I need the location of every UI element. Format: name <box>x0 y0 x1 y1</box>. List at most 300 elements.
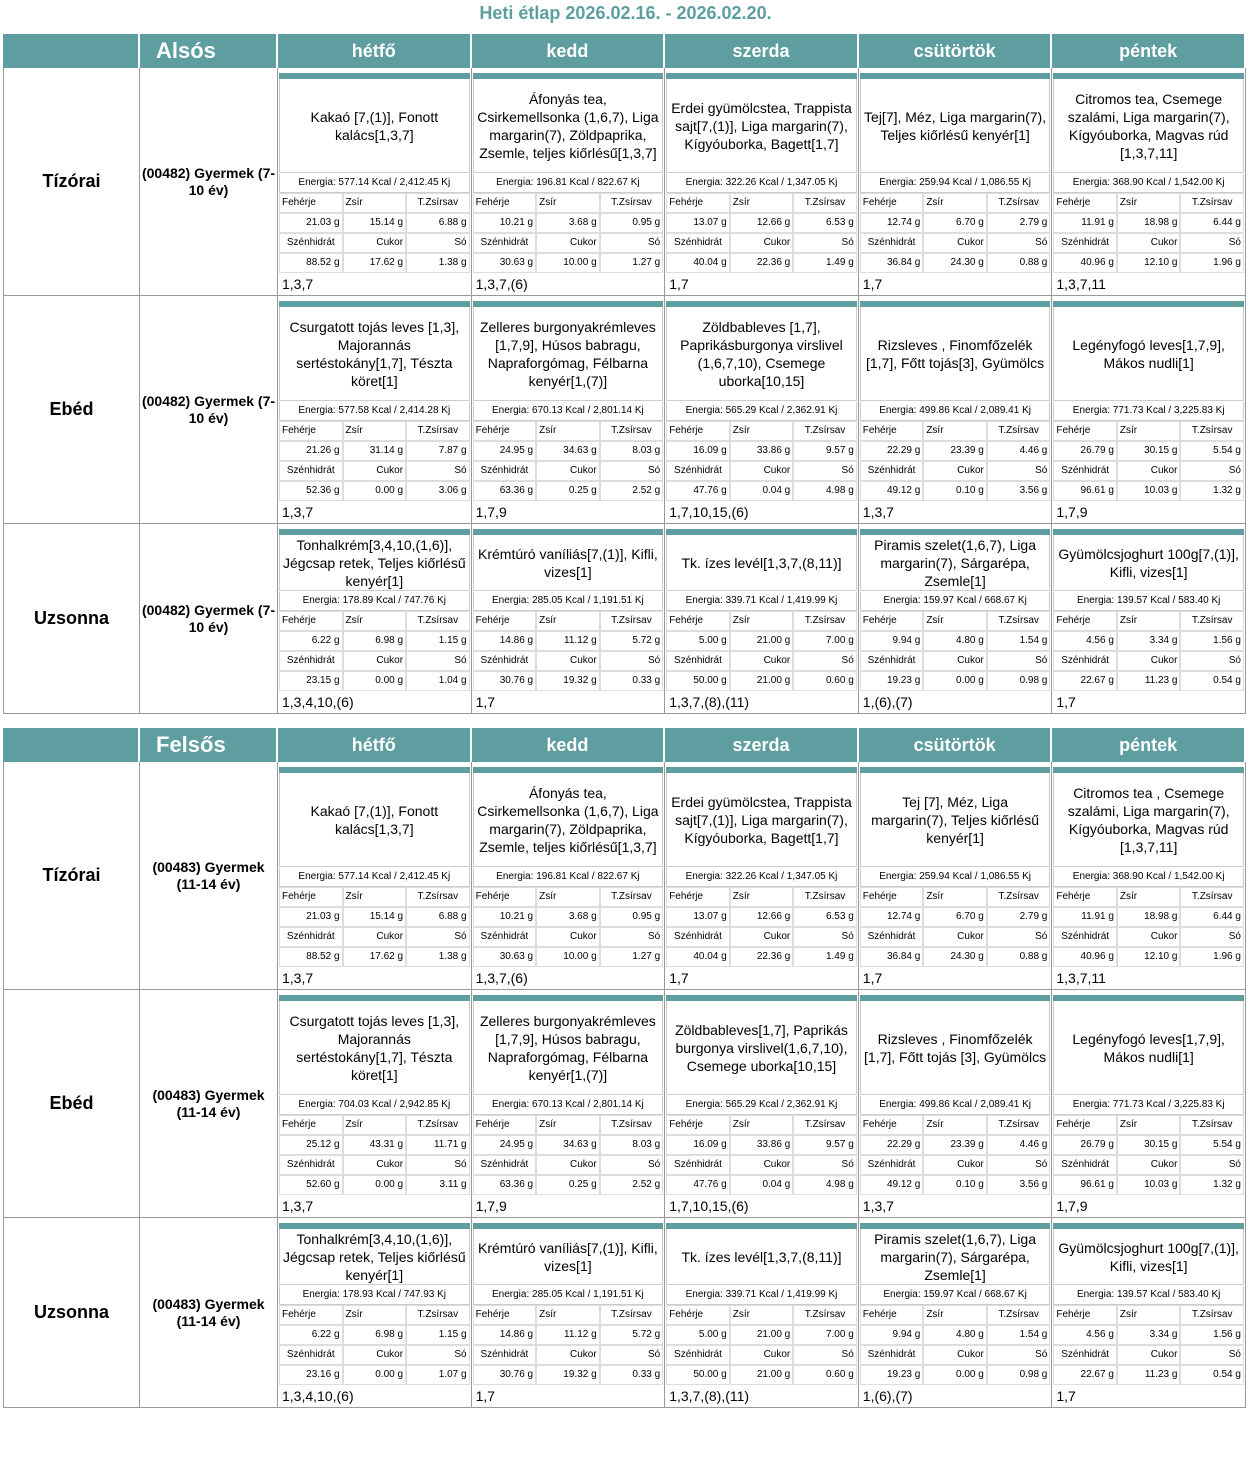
value-salt: 0.60 g <box>793 671 857 691</box>
energy-value: Energia: 259.94 Kcal / 1,086.55 Kj <box>860 174 1051 193</box>
value-sugar: 17.62 g <box>343 947 407 967</box>
value-protein: 6.22 g <box>279 1325 343 1345</box>
value-sat-fat: 2.79 g <box>987 213 1051 233</box>
value-carb: 23.15 g <box>279 671 343 691</box>
label-salt: Só <box>1180 461 1244 481</box>
value-sugar: 22.36 g <box>730 947 794 967</box>
label-sat-fat: T.Zsírsav <box>987 611 1051 631</box>
label-protein: Fehérje <box>860 1305 924 1325</box>
food-description: Rizsleves , Finomfőzelék [1,7], Főtt tojás[3], Gyümölcs <box>860 307 1051 401</box>
allergen-codes: 1,3,7,11 <box>1056 276 1106 292</box>
label-fat: Zsír <box>1117 1115 1181 1135</box>
label-carb: Szénhidrát <box>279 461 343 481</box>
header-spacer <box>3 728 140 762</box>
label-sat-fat: T.Zsírsav <box>406 1115 470 1135</box>
label-protein: Fehérje <box>473 887 537 907</box>
value-fat: 43.31 g <box>343 1135 407 1155</box>
label-protein: Fehérje <box>279 1115 343 1135</box>
label-salt: Só <box>600 927 664 947</box>
energy-value: Energia: 196.81 Kcal / 822.67 Kj <box>473 174 664 193</box>
label-sugar: Cukor <box>536 233 600 253</box>
day-header-0: hétfő <box>278 34 472 68</box>
value-carb: 22.67 g <box>1053 1365 1117 1385</box>
value-protein: 21.26 g <box>279 441 343 461</box>
label-carb: Szénhidrát <box>279 1155 343 1175</box>
label-carb: Szénhidrát <box>473 233 537 253</box>
value-carb: 88.52 g <box>279 947 343 967</box>
value-sugar: 0.00 g <box>343 671 407 691</box>
value-fat: 11.12 g <box>536 1325 600 1345</box>
meal-row <box>3 296 1246 524</box>
header-spacer <box>3 34 140 68</box>
value-fat: 23.39 g <box>923 441 987 461</box>
energy-value: Energia: 499.86 Kcal / 2,089.41 Kj <box>860 402 1051 421</box>
value-fat: 6.70 g <box>923 907 987 927</box>
page-title: Heti étlap 2026.02.16. - 2026.02.20. <box>479 3 772 23</box>
label-salt: Só <box>600 1155 664 1175</box>
nutrition-table <box>279 1115 470 1195</box>
value-sugar: 24.30 g <box>923 253 987 273</box>
label-sat-fat: T.Zsírsav <box>793 421 857 441</box>
value-fat: 6.98 g <box>343 631 407 651</box>
value-sat-fat: 6.44 g <box>1180 213 1244 233</box>
label-sugar: Cukor <box>536 651 600 671</box>
value-carb: 40.96 g <box>1053 253 1117 273</box>
day-header-1: kedd <box>472 34 666 68</box>
energy-value: Energia: 322.26 Kcal / 1,347.05 Kj <box>666 868 857 887</box>
energy-value: Energia: 339.71 Kcal / 1,419.99 Kj <box>666 592 857 611</box>
label-fat: Zsír <box>1117 421 1181 441</box>
label-salt: Só <box>987 1345 1051 1365</box>
energy-value: Energia: 577.14 Kcal / 2,412.45 Kj <box>279 868 470 887</box>
label-sat-fat: T.Zsírsav <box>406 887 470 907</box>
value-protein: 5.00 g <box>666 631 730 651</box>
value-sat-fat: 6.53 g <box>793 907 857 927</box>
value-protein: 21.03 g <box>279 907 343 927</box>
label-fat: Zsír <box>1117 1305 1181 1325</box>
day-cell <box>665 762 859 989</box>
energy-value: Energia: 159.97 Kcal / 668.67 Kj <box>860 1286 1051 1305</box>
value-sugar: 0.10 g <box>923 481 987 501</box>
value-sat-fat: 4.46 g <box>987 1135 1051 1155</box>
allergen-codes: 1,3,7 <box>862 1198 894 1214</box>
nutrition-table <box>666 611 857 691</box>
label-salt: Só <box>793 927 857 947</box>
food-description: Legényfogó leves[1,7,9], Mákos nudli[1] <box>1053 1001 1244 1095</box>
value-sugar: 19.32 g <box>536 671 600 691</box>
day-cell <box>859 990 1053 1217</box>
day-cell <box>472 296 666 523</box>
age-group: (00483) Gyermek (11-14 év) <box>140 762 278 989</box>
label-sugar: Cukor <box>923 651 987 671</box>
value-protein: 11.91 g <box>1053 907 1117 927</box>
day-header-3: csütörtök <box>859 728 1053 762</box>
value-sat-fat: 11.71 g <box>406 1135 470 1155</box>
label-carb: Szénhidrát <box>1053 927 1117 947</box>
allergen-codes: 1,3,7 <box>282 1198 314 1214</box>
meal-name: Uzsonna <box>3 1218 140 1407</box>
nutrition-table <box>1053 887 1244 967</box>
value-salt: 1.27 g <box>600 947 664 967</box>
value-sat-fat: 6.53 g <box>793 213 857 233</box>
label-sat-fat: T.Zsírsav <box>793 1115 857 1135</box>
label-salt: Só <box>406 1155 470 1175</box>
allergen-codes: 1,7 <box>475 694 496 710</box>
label-carb: Szénhidrát <box>279 927 343 947</box>
allergen-codes: 1,(6),(7) <box>862 1388 913 1404</box>
energy-value: Energia: 499.86 Kcal / 2,089.41 Kj <box>860 1096 1051 1115</box>
value-sugar: 0.25 g <box>536 481 600 501</box>
energy-value: Energia: 259.94 Kcal / 1,086.55 Kj <box>860 868 1051 887</box>
day-cell <box>665 524 859 713</box>
label-carb: Szénhidrát <box>860 461 924 481</box>
value-salt: 1.27 g <box>600 253 664 273</box>
nutrition-table <box>1053 193 1244 273</box>
value-protein: 6.22 g <box>279 631 343 651</box>
label-sugar: Cukor <box>536 461 600 481</box>
label-salt: Só <box>1180 233 1244 253</box>
value-fat: 15.14 g <box>343 907 407 927</box>
energy-value: Energia: 159.97 Kcal / 668.67 Kj <box>860 592 1051 611</box>
value-protein: 16.09 g <box>666 1135 730 1155</box>
value-sat-fat: 4.46 g <box>987 441 1051 461</box>
label-salt: Só <box>987 233 1051 253</box>
label-sat-fat: T.Zsírsav <box>1180 193 1244 213</box>
value-fat: 33.86 g <box>730 441 794 461</box>
value-carb: 63.36 g <box>473 481 537 501</box>
value-carb: 40.96 g <box>1053 947 1117 967</box>
label-protein: Fehérje <box>279 611 343 631</box>
value-sat-fat: 5.72 g <box>600 1325 664 1345</box>
label-sugar: Cukor <box>730 461 794 481</box>
value-sugar: 10.03 g <box>1117 481 1181 501</box>
nutrition-table <box>1053 611 1244 691</box>
day-cell <box>472 990 666 1217</box>
allergen-codes: 1,7 <box>862 276 883 292</box>
label-sugar: Cukor <box>730 927 794 947</box>
value-sugar: 21.00 g <box>730 1365 794 1385</box>
day-cell <box>278 762 472 989</box>
label-protein: Fehérje <box>666 421 730 441</box>
day-cell <box>278 1218 472 1407</box>
allergen-codes: 1,3,7 <box>282 970 314 986</box>
day-cell <box>278 68 472 295</box>
food-description: Zöldbableves[1,7], Paprikás burgonya virslivel(1,6,7,10), Csemege uborka[10,15] <box>666 1001 857 1095</box>
value-fat: 21.00 g <box>730 631 794 651</box>
value-salt: 0.54 g <box>1180 671 1244 691</box>
label-carb: Szénhidrát <box>279 651 343 671</box>
meal-row <box>3 68 1246 296</box>
food-description: Kakaó [7,(1)], Fonott kalács[1,3,7] <box>279 79 470 173</box>
label-fat: Zsír <box>923 421 987 441</box>
food-description: Legényfogó leves[1,7,9], Mákos nudli[1] <box>1053 307 1244 401</box>
label-sat-fat: T.Zsírsav <box>600 193 664 213</box>
value-carb: 19.23 g <box>860 1365 924 1385</box>
value-fat: 34.63 g <box>536 441 600 461</box>
label-carb: Szénhidrát <box>473 1155 537 1175</box>
value-salt: 0.98 g <box>987 1365 1051 1385</box>
day-cell <box>665 296 859 523</box>
label-fat: Zsír <box>536 421 600 441</box>
label-fat: Zsír <box>343 421 407 441</box>
label-salt: Só <box>406 461 470 481</box>
label-salt: Só <box>793 651 857 671</box>
label-protein: Fehérje <box>279 421 343 441</box>
nutrition-table <box>473 421 664 501</box>
value-carb: 40.04 g <box>666 947 730 967</box>
allergen-codes: 1,7,9 <box>1056 1198 1088 1214</box>
value-salt: 1.49 g <box>793 253 857 273</box>
energy-value: Energia: 196.81 Kcal / 822.67 Kj <box>473 868 664 887</box>
label-sugar: Cukor <box>923 461 987 481</box>
value-protein: 9.94 g <box>860 1325 924 1345</box>
label-carb: Szénhidrát <box>666 1345 730 1365</box>
value-carb: 40.04 g <box>666 253 730 273</box>
value-sugar: 0.00 g <box>343 1365 407 1385</box>
label-sugar: Cukor <box>923 233 987 253</box>
value-fat: 12.66 g <box>730 907 794 927</box>
value-sugar: 0.04 g <box>730 481 794 501</box>
food-description: Piramis szelet(1,6,7), Liga margarin(7), Sárgarépa, Zsemle[1] <box>860 535 1051 591</box>
value-protein: 9.94 g <box>860 631 924 651</box>
value-sat-fat: 7.87 g <box>406 441 470 461</box>
label-salt: Só <box>793 233 857 253</box>
label-carb: Szénhidrát <box>1053 1345 1117 1365</box>
value-carb: 49.12 g <box>860 1175 924 1195</box>
value-protein: 21.03 g <box>279 213 343 233</box>
label-sat-fat: T.Zsírsav <box>1180 421 1244 441</box>
value-sugar: 12.10 g <box>1117 253 1181 273</box>
label-carb: Szénhidrát <box>666 233 730 253</box>
label-sat-fat: T.Zsírsav <box>793 1305 857 1325</box>
label-fat: Zsír <box>343 1305 407 1325</box>
label-salt: Só <box>600 1345 664 1365</box>
value-sat-fat: 2.79 g <box>987 907 1051 927</box>
label-carb: Szénhidrát <box>473 927 537 947</box>
label-salt: Só <box>987 461 1051 481</box>
label-sugar: Cukor <box>536 1155 600 1175</box>
value-fat: 33.86 g <box>730 1135 794 1155</box>
value-protein: 11.91 g <box>1053 213 1117 233</box>
label-fat: Zsír <box>536 1305 600 1325</box>
label-sat-fat: T.Zsírsav <box>987 1305 1051 1325</box>
label-protein: Fehérje <box>1053 1115 1117 1135</box>
value-carb: 96.61 g <box>1053 1175 1117 1195</box>
value-sat-fat: 5.72 g <box>600 631 664 651</box>
value-protein: 26.79 g <box>1053 1135 1117 1155</box>
allergen-codes: 1,7 <box>475 1388 496 1404</box>
food-description: Csurgatott tojás leves [1,3], Majorannás sertéstokány[1,7], Tészta köret[1] <box>279 1001 470 1095</box>
value-sugar: 21.00 g <box>730 671 794 691</box>
value-sat-fat: 9.57 g <box>793 1135 857 1155</box>
energy-value: Energia: 565.29 Kcal / 2,362.91 Kj <box>666 1096 857 1115</box>
energy-value: Energia: 565.29 Kcal / 2,362.91 Kj <box>666 402 857 421</box>
label-sat-fat: T.Zsírsav <box>406 421 470 441</box>
value-fat: 4.80 g <box>923 1325 987 1345</box>
meal-row <box>3 524 1246 714</box>
value-salt: 1.38 g <box>406 947 470 967</box>
label-sat-fat: T.Zsírsav <box>987 1115 1051 1135</box>
allergen-codes: 1,3,7 <box>282 504 314 520</box>
value-sat-fat: 0.95 g <box>600 907 664 927</box>
label-sugar: Cukor <box>923 1345 987 1365</box>
value-sat-fat: 1.54 g <box>987 1325 1051 1345</box>
nutrition-table <box>860 611 1051 691</box>
label-protein: Fehérje <box>860 193 924 213</box>
meal-name: Tízórai <box>3 68 140 295</box>
value-protein: 12.74 g <box>860 213 924 233</box>
label-sat-fat: T.Zsírsav <box>406 193 470 213</box>
value-fat: 4.80 g <box>923 631 987 651</box>
allergen-codes: 1,(6),(7) <box>862 694 913 710</box>
value-salt: 2.52 g <box>600 1175 664 1195</box>
value-fat: 18.98 g <box>1117 213 1181 233</box>
value-fat: 18.98 g <box>1117 907 1181 927</box>
label-sugar: Cukor <box>536 927 600 947</box>
label-protein: Fehérje <box>1053 1305 1117 1325</box>
label-fat: Zsír <box>923 887 987 907</box>
label-sat-fat: T.Zsírsav <box>600 421 664 441</box>
label-fat: Zsír <box>923 1305 987 1325</box>
label-sat-fat: T.Zsírsav <box>1180 1305 1244 1325</box>
label-protein: Fehérje <box>473 611 537 631</box>
nutrition-table <box>279 1305 470 1385</box>
day-header-4: péntek <box>1052 728 1246 762</box>
value-carb: 96.61 g <box>1053 481 1117 501</box>
nutrition-table <box>1053 1115 1244 1195</box>
energy-value: Energia: 285.05 Kcal / 1,191.51 Kj <box>473 1286 664 1305</box>
day-cell <box>278 990 472 1217</box>
value-salt: 3.06 g <box>406 481 470 501</box>
label-sugar: Cukor <box>923 927 987 947</box>
value-fat: 12.66 g <box>730 213 794 233</box>
value-salt: 0.54 g <box>1180 1365 1244 1385</box>
meal-name: Tízórai <box>3 762 140 989</box>
label-carb: Szénhidrát <box>473 461 537 481</box>
allergen-codes: 1,3,7,(8),(11) <box>669 694 750 710</box>
food-description: Krémtúró vaníliás[7,(1)], Kifli, vizes[1] <box>473 1229 664 1285</box>
label-protein: Fehérje <box>473 1115 537 1135</box>
nutrition-table <box>1053 1305 1244 1385</box>
food-description: Zelleres burgonyakrémleves [1,7,9], Húsos babragu, Napraforgómag, Félbarna kenyér[1,(7)] <box>473 307 664 401</box>
value-carb: 30.76 g <box>473 1365 537 1385</box>
value-sat-fat: 1.56 g <box>1180 631 1244 651</box>
label-sugar: Cukor <box>536 1345 600 1365</box>
value-sat-fat: 1.56 g <box>1180 1325 1244 1345</box>
label-fat: Zsír <box>730 193 794 213</box>
food-description: Kakaó [7,(1)], Fonott kalács[1,3,7] <box>279 773 470 867</box>
label-carb: Szénhidrát <box>666 1155 730 1175</box>
value-sat-fat: 1.54 g <box>987 631 1051 651</box>
label-salt: Só <box>987 927 1051 947</box>
value-fat: 30.15 g <box>1117 441 1181 461</box>
allergen-codes: 1,7 <box>1056 1388 1076 1404</box>
energy-value: Energia: 368.90 Kcal / 1,542.00 Kj <box>1053 868 1244 887</box>
meal-name: Uzsonna <box>3 524 140 713</box>
label-carb: Szénhidrát <box>666 927 730 947</box>
label-protein: Fehérje <box>1053 887 1117 907</box>
energy-value: Energia: 771.73 Kcal / 3,225.83 Kj <box>1053 1096 1244 1115</box>
label-fat: Zsír <box>536 193 600 213</box>
day-cell <box>859 524 1053 713</box>
label-salt: Só <box>406 927 470 947</box>
label-sat-fat: T.Zsírsav <box>1180 887 1244 907</box>
day-cell <box>665 1218 859 1407</box>
day-cell <box>278 296 472 523</box>
allergen-codes: 1,7,10,15,(6) <box>669 1198 749 1214</box>
label-sat-fat: T.Zsírsav <box>1180 611 1244 631</box>
energy-value: Energia: 577.14 Kcal / 2,412.45 Kj <box>279 174 470 193</box>
label-protein: Fehérje <box>1053 421 1117 441</box>
value-salt: 1.07 g <box>406 1365 470 1385</box>
label-fat: Zsír <box>1117 193 1181 213</box>
value-salt: 1.96 g <box>1180 947 1244 967</box>
value-sugar: 22.36 g <box>730 253 794 273</box>
label-fat: Zsír <box>343 1115 407 1135</box>
day-cell <box>1052 68 1246 295</box>
value-protein: 13.07 g <box>666 213 730 233</box>
allergen-codes: 1,3,7,(8),(11) <box>669 1388 750 1404</box>
section-name: Alsós <box>140 34 278 68</box>
value-salt: 2.52 g <box>600 481 664 501</box>
menu-section <box>3 728 1246 1408</box>
nutrition-table <box>279 193 470 273</box>
meal-rows <box>3 68 1246 714</box>
meal-name: Ebéd <box>3 296 140 523</box>
food-description: Áfonyás tea, Csirkemellsonka (1,6,7), Liga margarin(7), Zöldpaprika, Zsemle, teljes kiőrlésű[1,3,7] <box>473 773 664 867</box>
nutrition-table <box>473 193 664 273</box>
label-sugar: Cukor <box>730 233 794 253</box>
label-salt: Só <box>406 233 470 253</box>
label-sugar: Cukor <box>1117 1345 1181 1365</box>
label-fat: Zsír <box>730 421 794 441</box>
energy-value: Energia: 670.13 Kcal / 2,801.14 Kj <box>473 402 664 421</box>
label-carb: Szénhidrát <box>1053 233 1117 253</box>
value-fat: 11.12 g <box>536 631 600 651</box>
allergen-codes: 1,7,9 <box>475 504 507 520</box>
meal-row <box>3 990 1246 1218</box>
label-sugar: Cukor <box>1117 461 1181 481</box>
nutrition-table <box>860 1115 1051 1195</box>
allergen-codes: 1,3,7,11 <box>1056 970 1106 986</box>
label-sugar: Cukor <box>1117 1155 1181 1175</box>
label-carb: Szénhidrát <box>473 651 537 671</box>
food-description: Gyümölcsjoghurt 100g[7,(1)], Kifli, vizes[1] <box>1053 535 1244 591</box>
allergen-codes: 1,7,9 <box>475 1198 507 1214</box>
value-fat: 21.00 g <box>730 1325 794 1345</box>
energy-value: Energia: 339.71 Kcal / 1,419.99 Kj <box>666 1286 857 1305</box>
label-protein: Fehérje <box>666 887 730 907</box>
value-salt: 1.32 g <box>1180 481 1244 501</box>
energy-value: Energia: 704.03 Kcal / 2,942.85 Kj <box>279 1096 470 1115</box>
label-protein: Fehérje <box>666 193 730 213</box>
food-description: Tk. ízes levél[1,3,7,(8,11)] <box>666 1229 857 1285</box>
value-sugar: 0.25 g <box>536 1175 600 1195</box>
label-protein: Fehérje <box>860 887 924 907</box>
nutrition-table <box>860 193 1051 273</box>
label-sat-fat: T.Zsírsav <box>987 887 1051 907</box>
value-carb: 52.60 g <box>279 1175 343 1195</box>
value-sat-fat: 7.00 g <box>793 1325 857 1345</box>
allergen-codes: 1,7 <box>862 970 883 986</box>
day-cell <box>665 990 859 1217</box>
energy-value: Energia: 285.05 Kcal / 1,191.51 Kj <box>473 592 664 611</box>
label-protein: Fehérje <box>666 1305 730 1325</box>
label-protein: Fehérje <box>279 1305 343 1325</box>
energy-value: Energia: 178.93 Kcal / 747.93 Kj <box>279 1286 470 1305</box>
meal-name: Ebéd <box>3 990 140 1217</box>
value-sugar: 0.00 g <box>923 671 987 691</box>
